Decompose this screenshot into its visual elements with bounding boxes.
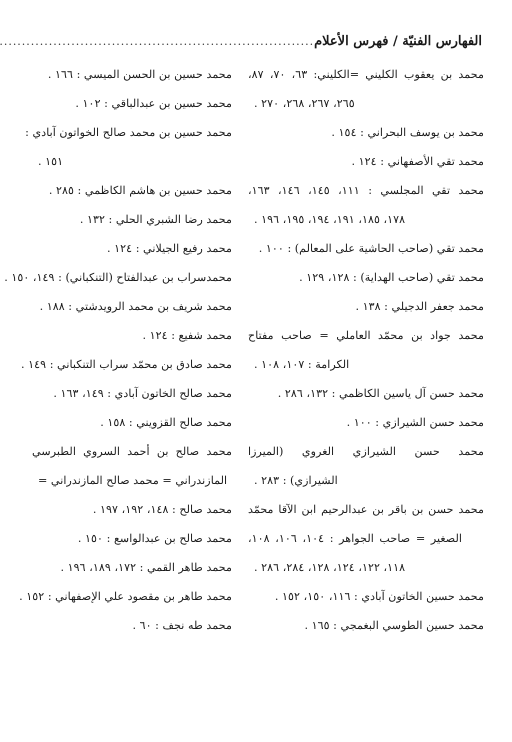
index-entry-line: محمد تقي (صاحب الحاشية على المعالم) : ١٠٠ . [258,242,484,255]
index-entry [248,495,484,582]
index-entry-line: محمد حسن الشيرازي الغروي (الميرزا [248,445,484,458]
index-entry-continuation: المازندراني = محمد صالح المازندراني = [38,474,228,487]
index-entry [248,321,484,379]
index-entry-line: محمد تقي المجلسي : ١١١، ١٤٥، ١٤٦، ١٦٣، [248,184,485,197]
index-entry [32,321,232,350]
index-column-left [4,60,232,640]
index-entry-line: محمد رفيع الجيلاني : ١٢٤ . [106,242,232,255]
running-header [40,34,482,49]
index-entry [32,234,232,263]
index-entry [248,611,484,640]
index-entry [4,263,232,292]
index-entry-line: محمد شفيع : ١٢٤ . [142,329,232,342]
index-entry-line: محمد صالح : ١٤٨، ١٩٢، ١٩٧ . [92,503,232,516]
index-entry-line: محمد تقي (صاحب الهداية) : ١٢٨، ١٢٩ . [299,271,484,284]
index-entry-continuation: ١٧٨، ١٨٥، ١٩١، ١٩٤، ١٩٥، ١٩٦ . [254,213,406,226]
index-entry-line: محمد حسن الشيرازي : ١٠٠ . [346,416,484,429]
index-entry [32,379,232,408]
index-entry [32,176,232,205]
index-entry-line: محمد طاهر بن مقصود علي الإصفهاني : ١٥٢ . [19,590,232,603]
index-entry [32,205,232,234]
index-entry [248,263,484,292]
index-entry-line: محمد تقي الأصفهاني : ١٢٤ . [351,155,484,168]
index-entry-line: محمد رضا الشبري الحلي : ١٣٢ . [79,213,232,226]
index-entry [248,437,484,495]
index-entry-line: محمد صالح الخاتون آبادي : ١٤٩، ١٦٣ . [53,387,232,400]
index-entry [32,495,232,524]
index-entry [32,60,232,89]
index-column-right [248,60,484,640]
running-title: الفهارس الفنيّة / فهرس الأعلام [314,34,482,49]
index-entry-line: محمد حسين الطوسي البغمجي : ١٦٥ . [304,619,484,632]
index-entry-line: محمد طاهر القمي : ١٧٢، ١٨٩، ١٩٦ . [60,561,232,574]
index-entry [21,350,232,379]
index-entry [19,582,232,611]
index-entry [32,437,232,495]
index-entry [248,60,484,118]
index-entry [32,524,232,553]
index-entry [32,611,232,640]
index-entry [32,292,232,321]
index-entry-line: محمد صادق بن محمّد سراب التنكباني : ١٤٩ . [21,358,232,371]
index-entry-line: محمد طه نجف : ٦٠ . [132,619,232,632]
index-entry [248,292,484,321]
index-entry [32,89,232,118]
index-entry-line: محمد حسين بن محمد صالح الخواتون آبادي : [25,126,232,139]
index-entry [25,118,232,176]
index-entry-line: محمد حسن آل ياسين الكاظمي : ١٣٢، ٢٨٦ . [277,387,484,400]
index-entry-continuation: ٢٦٥، ٢٦٧، ٢٦٨، ٢٧٠ . [254,97,355,110]
index-entry-line: محمد صالح بن أحمد السروي الطبرسي [32,445,232,458]
index-entry-line: محمد حسين بن عبدالباقي : ١٠٢ . [75,97,232,110]
index-entry [248,234,484,263]
index-entry-continuation: ١١٨، ١٢٢، ١٢٤، ١٢٨، ٢٨٤، ٢٨٦ . [254,561,406,574]
index-entry-line: محمد شريف بن محمد الرويدشتي : ١٨٨ . [39,300,232,313]
dot-leader [0,35,314,48]
index-entry-line: محمد صالح بن عبدالواسع : ١٥٠ . [77,532,232,545]
index-entry [248,118,484,147]
index-entry-line: محمد صالح القزويني : ١٥٨ . [100,416,232,429]
index-entry-line: محمد حسين الخاتون آبادي : ١١٦، ١٥٠، ١٥٢ . [274,590,484,603]
index-entry-line: محمد بن يعقوب الكليني =الكليني: ٦٣، ٧٠، ٨٧، [248,68,484,81]
index-entry-continuation: ١٥١ . [38,155,64,168]
index-entry-continuation: الصغير = صاحب الجواهر : ١٠٤، ١٠٦، ١٠٨، [248,532,462,545]
index-entry-continuation: الكرامة : ١٠٧، ١٠٨ . [254,358,350,371]
index-entry [32,553,232,582]
index-entry-line: محمد جعفر الدجيلي : ١٣٨ . [355,300,484,313]
index-entry [248,147,484,176]
index-entry-line: محمد جواد بن محمّد العاملي = صاحب مفتاح [248,329,484,342]
index-entry [248,408,484,437]
index-entry [248,582,484,611]
index-entry-line: محمد حسين بن الحسن الميسي : ١٦٦ . [47,68,232,81]
index-entry-line: محمد حسين بن هاشم الكاظمي : ٢٨٥ . [48,184,232,197]
index-entry [32,408,232,437]
index-entry [248,176,484,234]
index-entry-line: محمد بن يوسف البحراني : ١٥٤ . [331,126,484,139]
index-entry-line: محمدسراب بن عبدالفتاح (التنكباني) : ١٤٩، ١٥٠ . [4,271,232,284]
index-entry-line: محمد حسن بن باقر بن عبدالرحيم ابن الآقا محمّد [248,503,484,516]
index-entry-continuation: الشيرازي) : ٢٨٣ . [254,474,338,487]
index-entry [248,379,484,408]
